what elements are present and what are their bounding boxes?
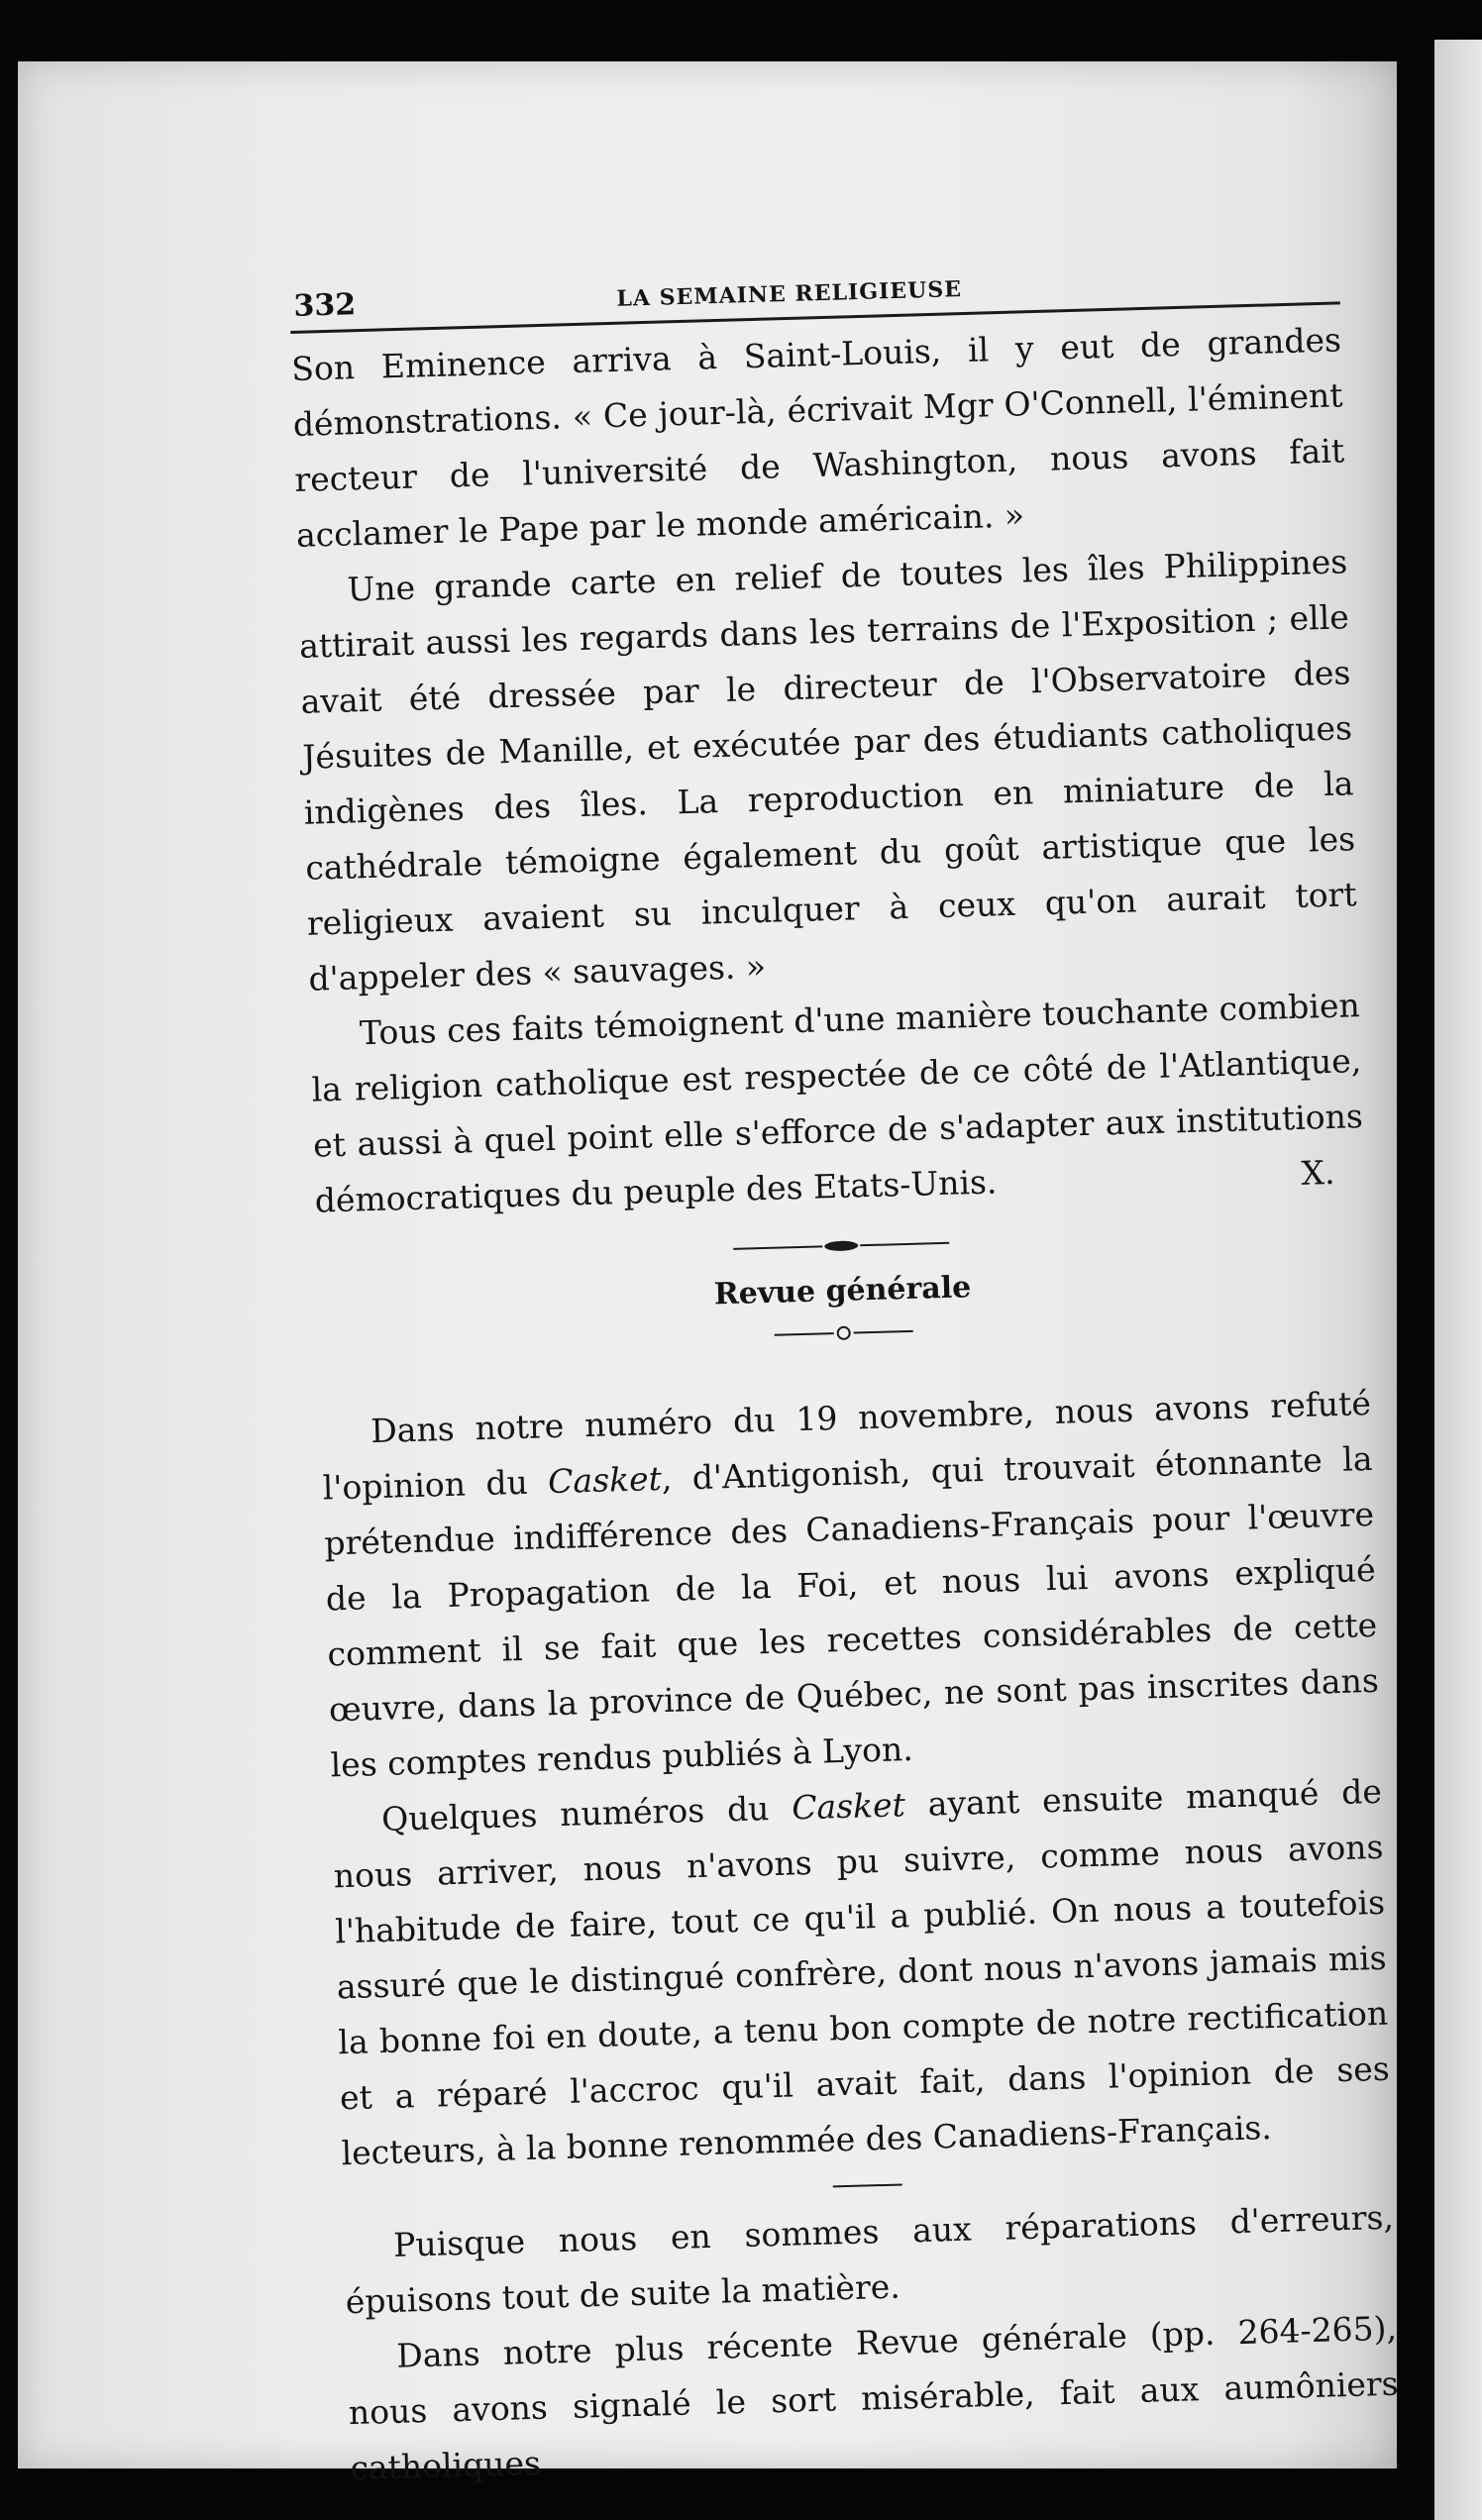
ornament-line-right bbox=[860, 1242, 949, 1247]
paragraph-conclusion bbox=[309, 978, 1365, 1229]
page-content bbox=[289, 258, 1401, 2496]
paragraph-continuation: Son Eminence arriva à Saint-Louis, il y eut de grandes démonstrations. « Ce jour-là, écrivait Mgr O'Connell, l'éminent recteur de l'université de Washington, nous avons fait acclamer le Pape par le monde américain. » bbox=[290, 320, 1345, 555]
title-ornament-circle bbox=[837, 1326, 851, 1340]
casket-title-italic-2: Casket bbox=[791, 1785, 906, 1828]
paragraph-philippines-map: Une grande carte en relief de toutes les îles Philippines attirait aussi les regards dans les terrains de l'Exposition ; elle avait été dressée par le directeur de l'Observatoire des Jésuites de Manille, et exécutée par des étudiants catholiques indigènes des îles. La reproduction en miniature de la cathédrale témoigne également du goût artistique que les religieux avaient su inculquer à ceux qu'on aurait tort d'appeler des « sauvages. » bbox=[298, 542, 1358, 998]
author-signature: X. bbox=[1300, 1152, 1335, 1193]
section-title: Revue générale bbox=[713, 1270, 972, 1312]
casket-refutation-text-end: , d'Antigonish, qui trouvait étonnante la prétendue indifférence des Canadiens-Français pour l'œuvre de la Propagation de la Foi, et nous lui avons expliqué comment il se fait que les recettes considérables de cette œuvre, dans la province de Québec, ne sont pas inscrites dans les comptes rendus publiés à Lyon. bbox=[323, 1438, 1380, 1785]
title-ornament-line-left bbox=[775, 1332, 834, 1336]
paragraph-casket-followup bbox=[331, 1764, 1392, 2181]
running-title: LA SEMAINE RELIGIEUSE bbox=[616, 276, 963, 312]
casket-title-italic: Casket bbox=[547, 1458, 663, 1502]
casket-followup-text-start: Quelques numéros du bbox=[380, 1788, 793, 1838]
paragraph-casket-refutation bbox=[321, 1376, 1382, 1793]
casket-refutation-text-start: Dans notre numéro du 19 novembre, nous avons refuté l'opinion du bbox=[322, 1383, 1372, 1508]
ornament-line-left bbox=[733, 1245, 822, 1250]
paragraph-separator bbox=[833, 2183, 902, 2187]
paragraph-corrections: Puisque nous en sommes aux réparations d'erreurs, épuisons tout de suite la matière. bbox=[345, 2197, 1395, 2322]
paragraph-conclusion-text: Tous ces faits témoignent d'une manière touchante combien la religion catholique est respectée de ce côté de l'Atlantique, et aussi à quel point elle s'efforce de s'adapter aux institutions démocratiques du peuple des Etats-Unis. bbox=[311, 986, 1364, 1220]
ornament-center bbox=[824, 1240, 858, 1251]
casket-followup-text-end: ayant ensuite manqué de nous arriver, nous n'avons pu suivre, comme nous avons l'habitude de faire, tout ce qu'il a publié. On nous a toutefois assuré que le distingué confrère, dont nous n'avons jamais mis la bonne foi en doute, a tenu bon compte de notre rectification et a réparé l'accroc qu'il avait fait, dans l'opinion de ses lecteurs, à la bonne renommée des Canadiens-Français. bbox=[333, 1771, 1391, 2173]
next-page-edge bbox=[1434, 40, 1482, 2520]
page-number: 332 bbox=[293, 287, 357, 324]
paragraph-chaplains: Dans notre plus récente Revue générale (pp. 264-265), nous avons signalé le sort misérable, fait aux aumôniers catholiques bbox=[348, 2308, 1400, 2488]
title-ornament-line-right bbox=[854, 1330, 913, 1334]
binding-gutter bbox=[1397, 40, 1434, 2520]
